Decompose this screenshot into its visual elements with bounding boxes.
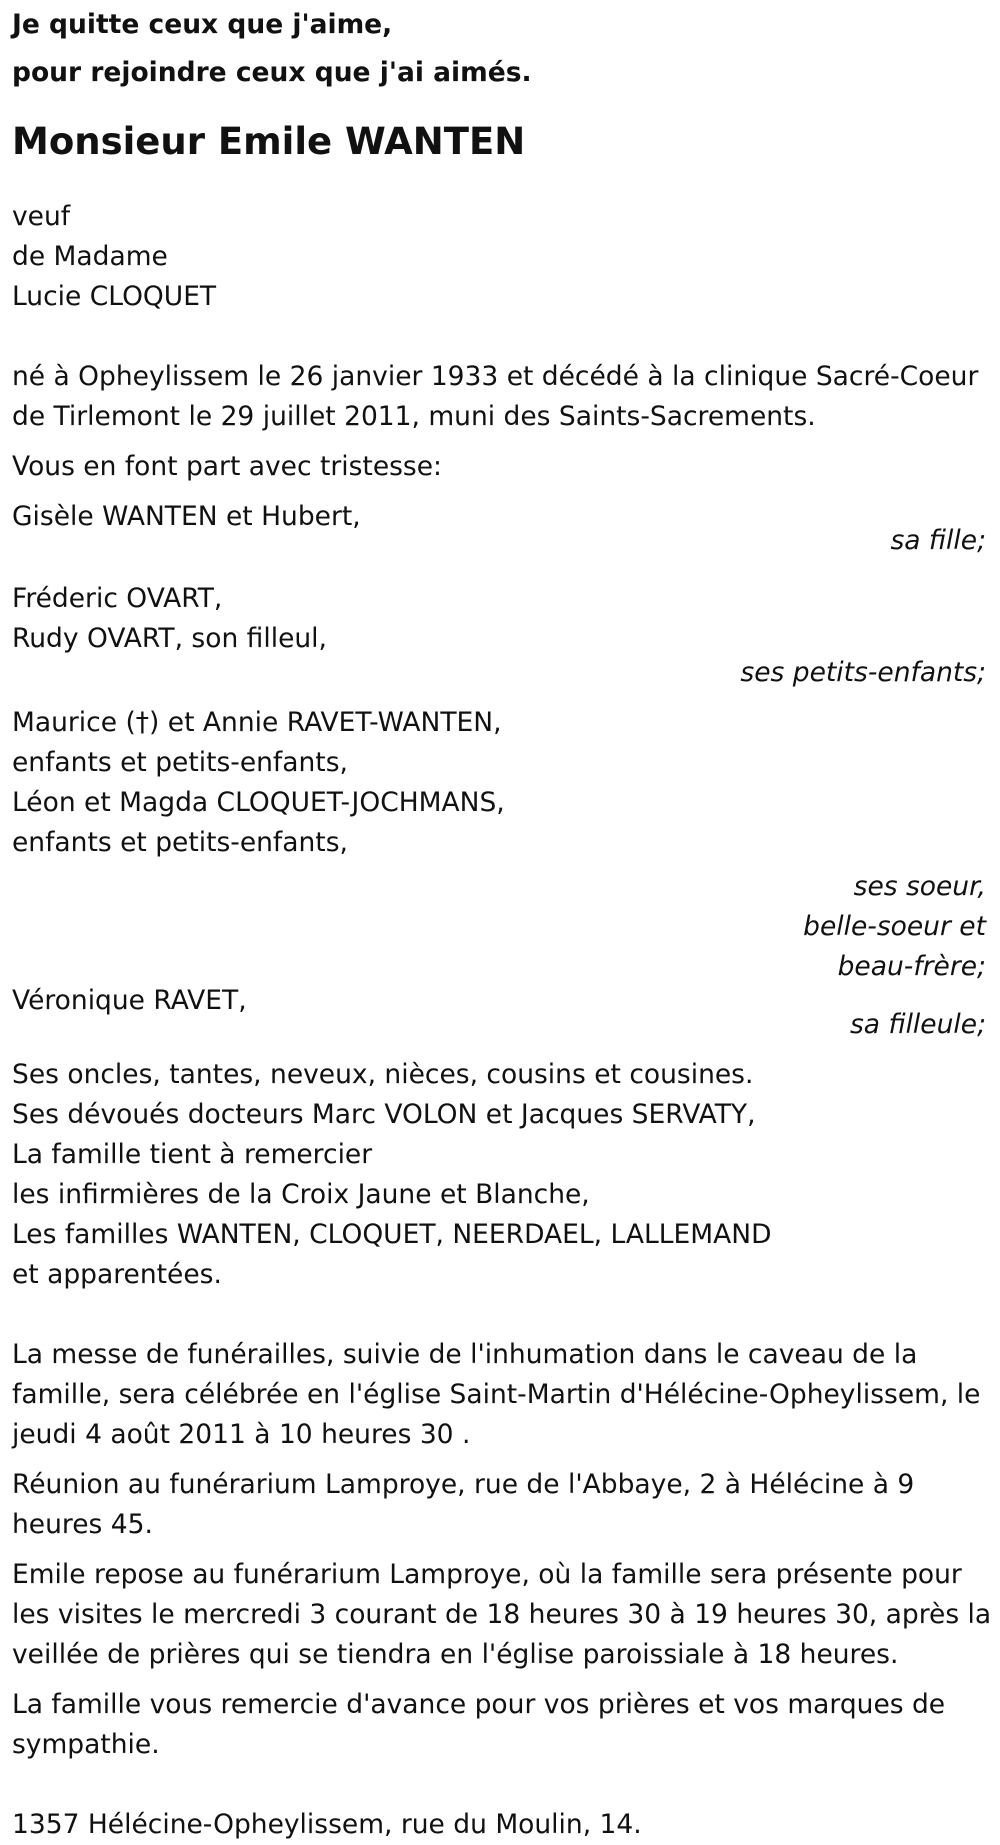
spouse-line-3: Lucie CLOQUET <box>12 281 217 312</box>
quote-line-1: Je quitte ceux que j'aime, <box>12 9 393 40</box>
meeting-line-1: Réunion au funérarium Lamproye, rue de l'Abbaye, 2 à Hélécine à 9 <box>12 1469 915 1500</box>
others-line-5: Les familles WANTEN, CLOQUET, NEERDAEL, LALLEMAND <box>12 1219 772 1250</box>
funeral-line-1: La messe de funérailles, suivie de l'inhumation dans le caveau de la <box>12 1339 918 1370</box>
deceased-name: Monsieur Emile WANTEN <box>12 120 526 163</box>
others-line-1: Ses oncles, tantes, neveux, nièces, cousins et cousines. <box>12 1059 754 1090</box>
address: 1357 Hélécine-Opheylissem, rue du Moulin, 14. <box>12 1809 642 1840</box>
others-line-2: Ses dévoués docteurs Marc VOLON et Jacques SERVATY, <box>12 1099 756 1130</box>
thanks-line-2: sympathie. <box>12 1729 160 1760</box>
announcement-intro: Vous en font part avec tristesse: <box>12 451 442 482</box>
goddaughter-name: Véronique RAVET, <box>12 985 247 1016</box>
sibling-2-family: enfants et petits-enfants, <box>12 827 348 858</box>
others-line-4: les infirmières de la Croix Jaune et Blanche, <box>12 1179 590 1210</box>
others-line-6: et apparentées. <box>12 1259 222 1290</box>
daughter-role: sa fille; <box>890 525 986 556</box>
grandchild-1: Fréderic OVART, <box>12 583 223 614</box>
others-line-3: La famille tient à remercier <box>12 1139 373 1170</box>
funeral-line-2: famille, sera célébrée en l'église Saint-Martin d'Hélécine-Opheylissem, le <box>12 1379 981 1410</box>
meeting-line-2: heures 45. <box>12 1509 153 1540</box>
grandchild-2: Rudy OVART, son filleul, <box>12 623 327 654</box>
repose-line-1: Emile repose au funérarium Lamproye, où la famille sera présente pour <box>12 1559 962 1590</box>
quote-line-2: pour rejoindre ceux que j'ai aimés. <box>12 57 532 88</box>
spouse-line-1: veuf <box>12 201 71 232</box>
sibling-2: Léon et Magda CLOQUET-JOCHMANS, <box>12 787 505 818</box>
repose-line-3: veillée de prières qui se tiendra en l'église paroissiale à 18 heures. <box>12 1639 899 1670</box>
thanks-line-1: La famille vous remercie d'avance pour vos prières et vos marques de <box>12 1689 946 1720</box>
sibling-1-family: enfants et petits-enfants, <box>12 747 348 778</box>
funeral-line-3: jeudi 4 août 2011 à 10 heures 30 . <box>12 1419 471 1450</box>
siblings-role-1: ses soeur, <box>853 871 986 902</box>
daughter-name: Gisèle WANTEN et Hubert, <box>12 501 361 532</box>
spouse-line-2: de Madame <box>12 241 168 272</box>
siblings-role-3: beau-frère; <box>837 951 986 982</box>
sibling-1: Maurice (†) et Annie RAVET-WANTEN, <box>12 707 502 738</box>
grandchildren-role: ses petits-enfants; <box>740 657 986 688</box>
birth-death-line-2: de Tirlemont le 29 juillet 2011, muni des Saints-Sacrements. <box>12 401 816 432</box>
siblings-role-2: belle-soeur et <box>803 911 986 942</box>
birth-death-line-1: né à Opheylissem le 26 janvier 1933 et décédé à la clinique Sacré-Coeur <box>12 361 979 392</box>
repose-line-2: les visites le mercredi 3 courant de 18 heures 30 à 19 heures 30, après la <box>12 1599 992 1630</box>
goddaughter-role: sa filleule; <box>849 1009 986 1040</box>
